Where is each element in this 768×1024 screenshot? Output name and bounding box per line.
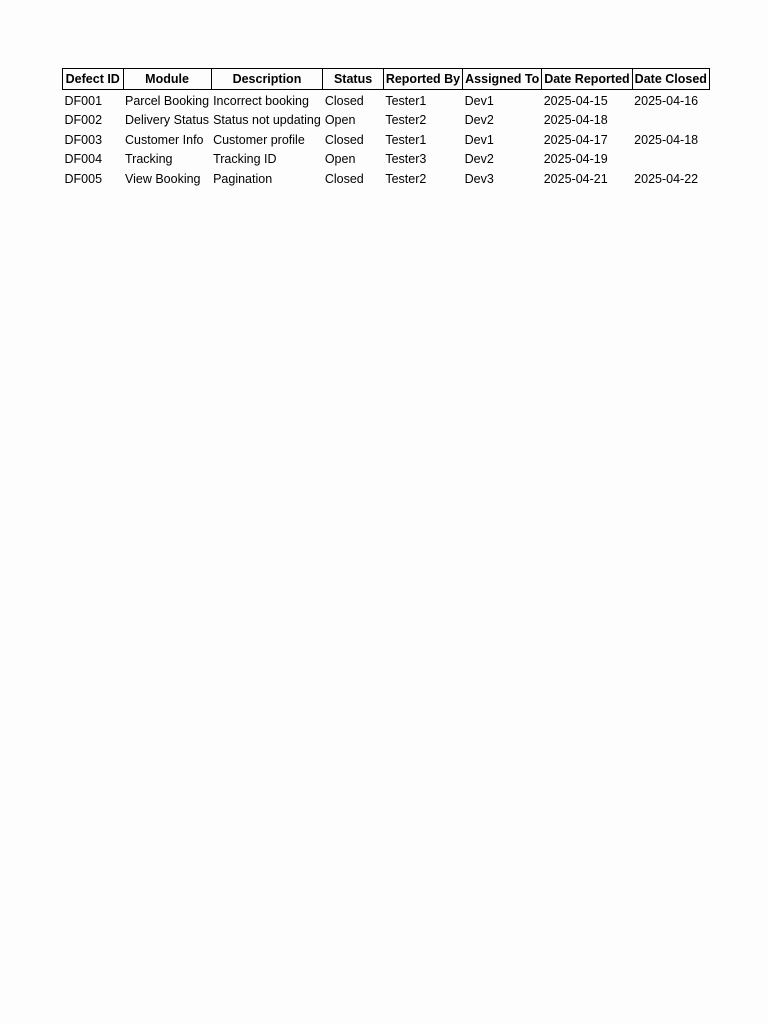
cell-assigned-to[interactable]: Dev2 [464,113,494,128]
cell-date-reported[interactable]: 2025-04-17 [543,132,608,147]
header-reported-by[interactable]: Reported By [383,69,462,90]
table-row [63,90,710,111]
header-module[interactable]: Module [123,69,211,90]
cell-date-reported[interactable]: 2025-04-15 [543,93,608,108]
cell-reported-by[interactable]: Tester2 [385,171,427,186]
header-assigned-to[interactable]: Assigned To [463,69,542,90]
cell-description[interactable]: Pagination [213,171,273,186]
cell-module[interactable]: Customer Info [125,132,204,147]
cell-reported-by[interactable]: Tester1 [385,132,427,147]
cell-module[interactable]: Parcel Booking [125,93,210,108]
cell-description[interactable]: Customer profile [213,132,305,147]
cell-assigned-to[interactable]: Dev1 [464,93,494,108]
header-status[interactable]: Status [323,69,384,90]
header-description[interactable]: Description [211,69,323,90]
cell-date-closed[interactable]: 2025-04-18 [634,132,699,147]
cell-date-closed[interactable]: 2025-04-22 [634,171,699,186]
cell-date-reported[interactable]: 2025-04-18 [543,113,608,128]
cell-defect-id[interactable]: DF003 [64,132,103,147]
cell-module[interactable]: Delivery Status [125,113,210,128]
header-row [63,69,710,90]
defect-table [62,68,710,189]
cell-assigned-to[interactable]: Dev1 [464,132,494,147]
cell-defect-id[interactable]: DF005 [64,171,103,186]
table-row [63,169,710,189]
table-row [63,150,710,170]
table-row [63,111,710,131]
cell-status[interactable]: Closed [324,171,364,186]
cell-module[interactable]: View Booking [125,171,201,186]
cell-description[interactable]: Tracking ID [213,152,277,167]
header-date-closed[interactable]: Date Closed [632,69,709,90]
cell-description[interactable]: Status not updating [213,113,321,128]
cell-defect-id[interactable]: DF004 [64,152,103,167]
cell-defect-id[interactable]: DF001 [64,93,103,108]
cell-date-closed[interactable] [632,150,709,170]
cell-status[interactable]: Open [324,113,356,128]
header-date-reported[interactable]: Date Reported [542,69,632,90]
cell-module[interactable]: Tracking [125,152,173,167]
cell-reported-by[interactable]: Tester3 [385,152,427,167]
cell-date-closed[interactable]: 2025-04-16 [634,93,699,108]
cell-status[interactable]: Closed [324,132,364,147]
cell-assigned-to[interactable]: Dev2 [464,152,494,167]
cell-status[interactable]: Closed [324,93,364,108]
cell-status[interactable]: Open [324,152,356,167]
cell-defect-id[interactable]: DF002 [64,113,103,128]
cell-assigned-to[interactable]: Dev3 [464,171,494,186]
cell-date-reported[interactable]: 2025-04-19 [543,152,608,167]
cell-reported-by[interactable]: Tester1 [385,93,427,108]
cell-date-closed[interactable] [632,111,709,131]
header-defect-id[interactable]: Defect ID [63,69,124,90]
cell-reported-by[interactable]: Tester2 [385,113,427,128]
cell-date-reported[interactable]: 2025-04-21 [543,171,608,186]
table-row [63,130,710,150]
cell-description[interactable]: Incorrect booking [213,93,309,108]
